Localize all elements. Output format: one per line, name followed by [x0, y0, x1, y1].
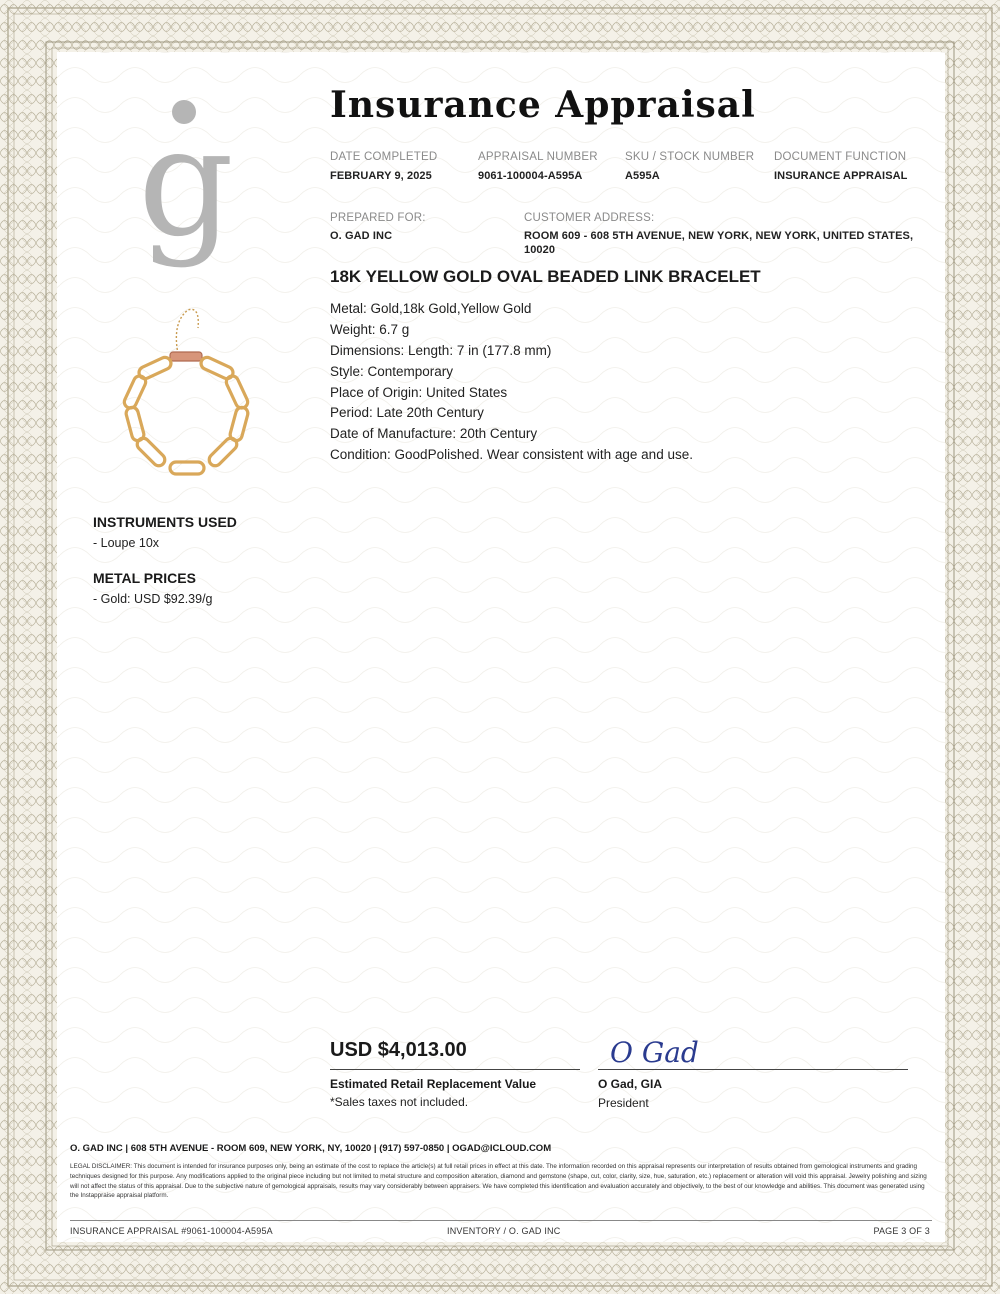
company-contact: O. GAD INC | 608 5TH AVENUE - ROOM 609, NEW YORK, NY, 10020 | (917) 597-0850 | OGAD@ICLOUD.COM: [70, 1143, 552, 1154]
legal-disclaimer: LEGAL DISCLAIMER: This document is intended for insurance purposes only, being an estimate of the cost to replace the article(s) at full retail prices in effect at this date. The information recorded on this appraisal represents our interpretation of results obtained from gemological instruments and grading techniques designed for this purpose. Any modifications applied to the original piece including but not limited to metal structure and composition alteration, diamond and gemstone (shape, cut, color, clarity, size, hue, saturation, etc.) replacement or alteration will void this appraisal. Jewelry polishing and sizing will not affect the status of this appraisal. Due to the subjective nature of gemological appraisals, results may vary considerably between appraisers. We have completed this identification and evaluation accurately and objectively, to the best of our knowledge and abilities. This document was generated using the Instappraise appraisal platform.: [70, 1163, 927, 1200]
appraisal-number-value: 9061-100004-A595A: [478, 170, 583, 182]
footer-divider: [70, 1220, 932, 1221]
metal-prices-heading: METAL PRICES: [93, 570, 196, 586]
prepared-for-value: O. GAD INC: [330, 230, 393, 242]
prepared-for-label: PREPARED FOR:: [330, 212, 426, 224]
document-function-value: INSURANCE APPRAISAL: [774, 170, 908, 182]
signer-name: O Gad, GIA: [598, 1077, 663, 1091]
signer-role: President: [598, 1096, 649, 1110]
spec-metal: Metal: Gold,18k Gold,Yellow Gold: [330, 301, 532, 316]
signature-divider: [598, 1069, 908, 1070]
metal-price-item: - Gold: USD $92.39/g: [93, 592, 213, 606]
spec-period: Period: Late 20th Century: [330, 405, 484, 420]
spec-dimensions: Dimensions: Length: 7 in (177.8 mm): [330, 343, 552, 358]
svg-text:O Gad: O Gad: [610, 1036, 699, 1069]
svg-text:g: g: [140, 96, 235, 270]
instrument-item: - Loupe 10x: [93, 536, 160, 550]
customer-address-line1: ROOM 609 - 608 5TH AVENUE, NEW YORK, NEW YORK, UNITED STATES,: [524, 230, 914, 242]
customer-address-line2: 10020: [524, 244, 556, 256]
spec-weight: Weight: 6.7 g: [330, 322, 410, 337]
appraisal-number-label: APPRAISAL NUMBER: [478, 151, 598, 163]
sku-value: A595A: [625, 170, 660, 182]
footer-inventory: INVENTORY / O. GAD INC: [447, 1226, 561, 1236]
spec-style: Style: Contemporary: [330, 364, 454, 379]
page-number: PAGE 3 OF 3: [873, 1226, 930, 1236]
sku-label: SKU / STOCK NUMBER: [625, 151, 755, 163]
spec-condition: Condition: GoodPolished. Wear consistent with age and use.: [330, 447, 693, 462]
value-label: Estimated Retail Replacement Value: [330, 1077, 537, 1091]
bracelet-photo: [100, 302, 270, 488]
footer-appraisal-ref: INSURANCE APPRAISAL #9061-100004-A595A: [70, 1226, 273, 1236]
logo-mark: [140, 96, 236, 274]
date-completed-value: FEBRUARY 9, 2025: [330, 170, 432, 182]
page-title: Insurance Appraisal: [330, 84, 756, 126]
value-divider: [330, 1069, 580, 1070]
signature: [606, 1032, 716, 1070]
item-title: 18K YELLOW GOLD OVAL BEADED LINK BRACELET: [330, 267, 761, 286]
spec-origin: Place of Origin: United States: [330, 385, 508, 400]
bracelet-image: [100, 302, 270, 488]
appraised-value: USD $4,013.00: [330, 1039, 467, 1061]
signature-script: [606, 1032, 716, 1070]
date-completed-label: DATE COMPLETED: [330, 151, 438, 163]
spec-manufacture: Date of Manufacture: 20th Century: [330, 426, 538, 441]
customer-address-label: CUSTOMER ADDRESS:: [524, 212, 655, 224]
company-logo: [140, 96, 236, 274]
tax-note: *Sales taxes not included.: [330, 1095, 469, 1109]
document-function-label: DOCUMENT FUNCTION: [774, 151, 907, 163]
instruments-heading: INSTRUMENTS USED: [93, 514, 237, 530]
